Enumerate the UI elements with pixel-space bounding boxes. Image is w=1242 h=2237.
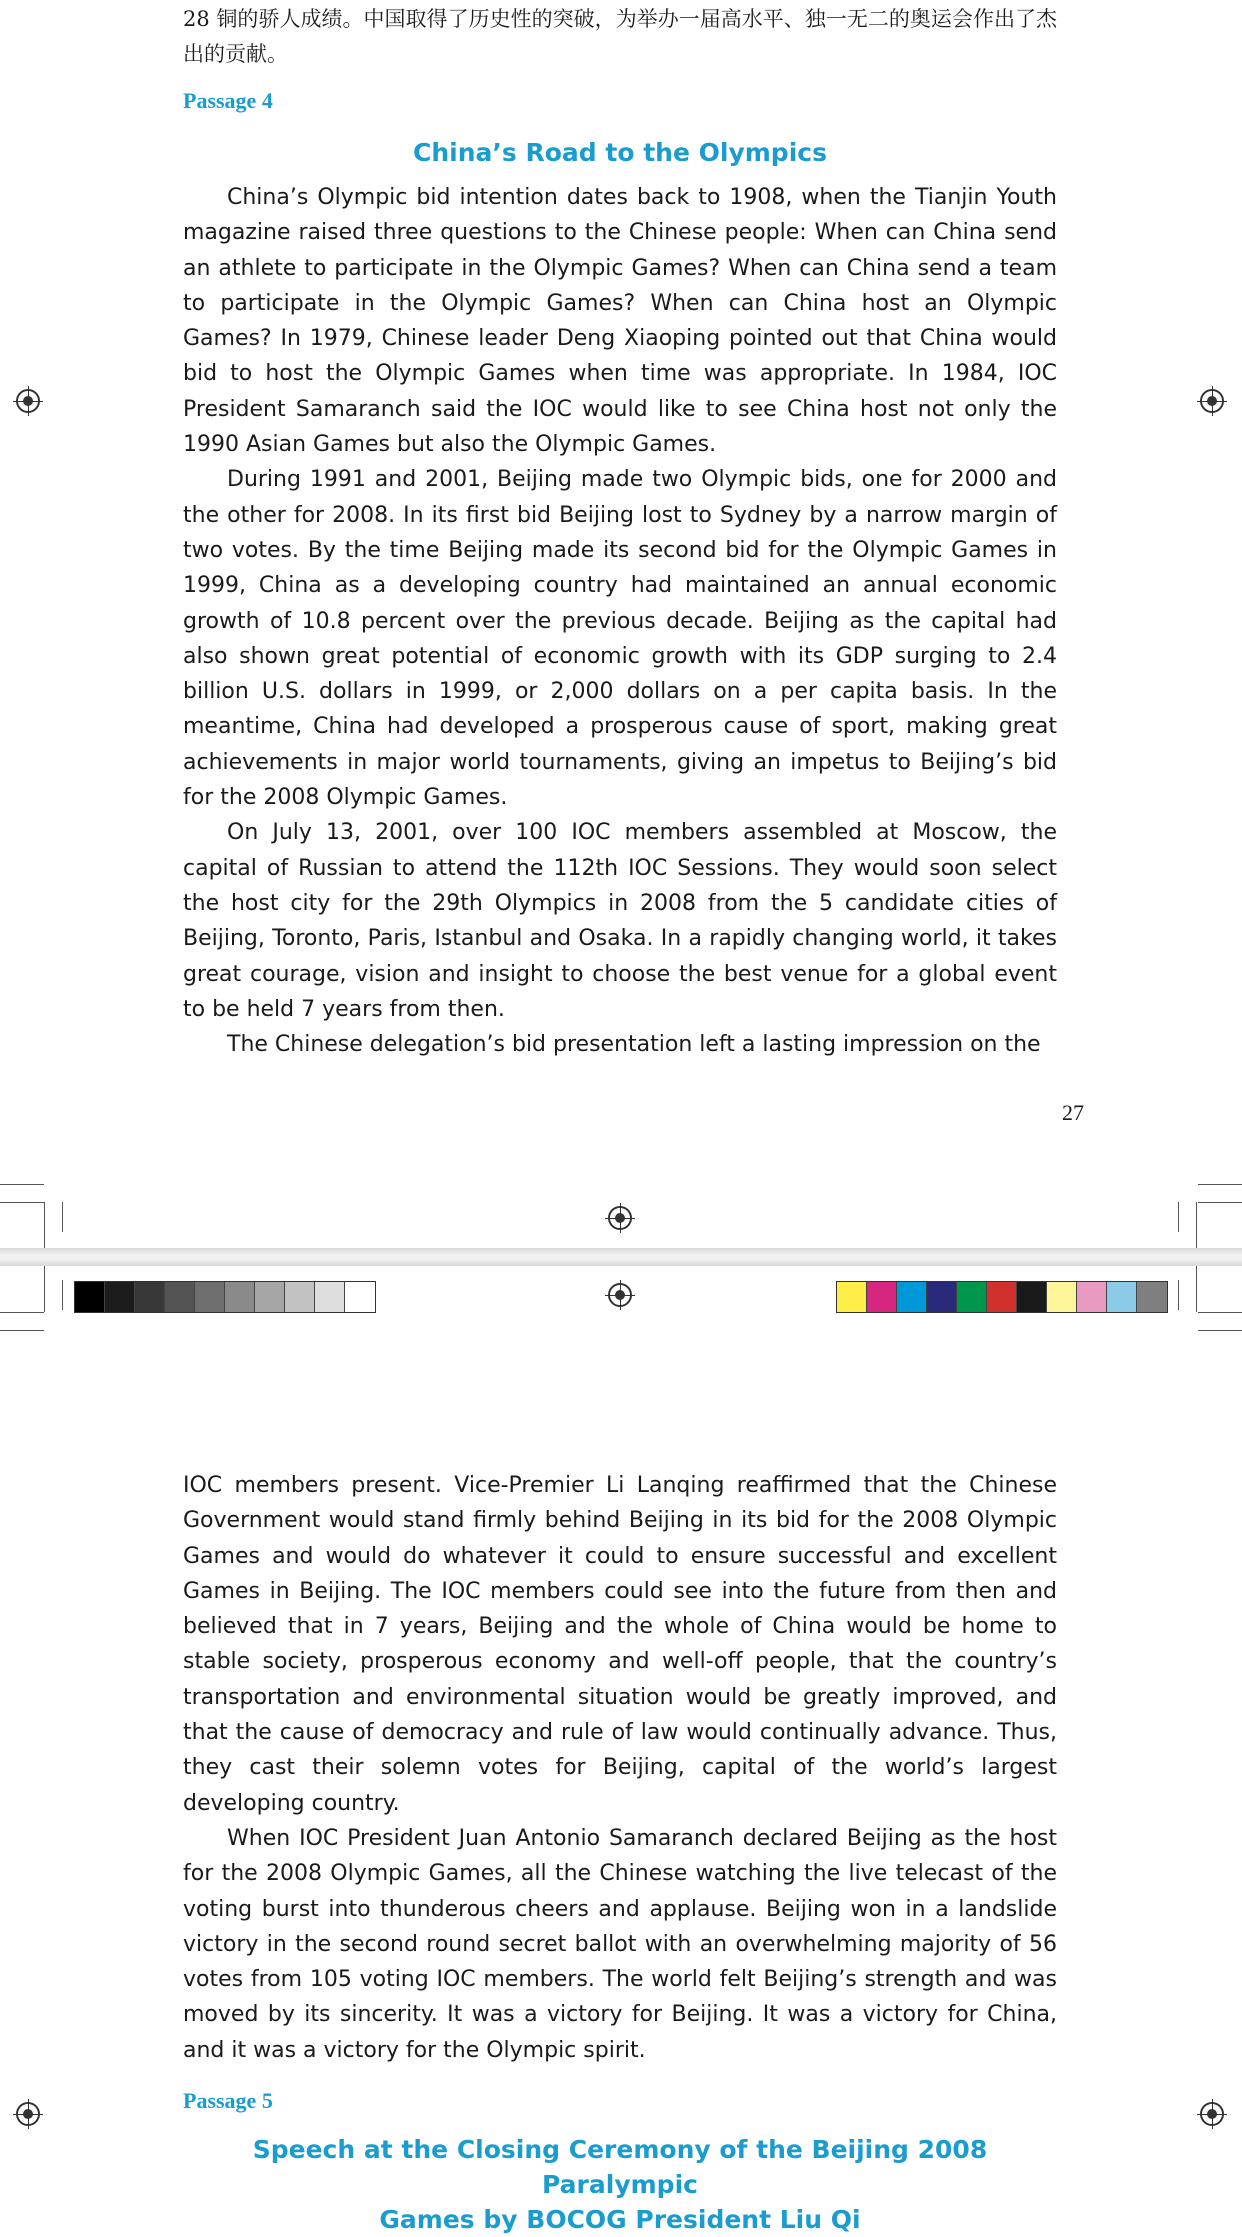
registration-mark-icon bbox=[608, 1206, 632, 1230]
crop-mark bbox=[1198, 1330, 1242, 1331]
book-page-28 bbox=[0, 1266, 1242, 2234]
crop-mark bbox=[1196, 1266, 1197, 1312]
paragraph: China’s Olympic bid intention dates back to 1908, when the Tianjin Youth magazine raised three questions to the Chinese people: When can China send an athlete to participate in the Olympic Games? When can China send a team to participate in the Olympic Games? When can China host an Olympic Games? In 1979, Chinese leader Deng Xiaoping pointed out that China would bid to host the Olympic Games when time was appropriate. In 1984, IOC President Samaranch said the IOC would like to see China host not only the 1990 Asian Games but also the Olympic Games. bbox=[183, 185, 1057, 458]
color-swatch bbox=[75, 1282, 105, 1312]
color-swatch bbox=[105, 1282, 135, 1312]
passage-5-label: Passage 5 bbox=[183, 2088, 273, 2113]
color-swatch bbox=[837, 1282, 867, 1312]
crop-mark bbox=[1198, 1202, 1242, 1203]
color-swatch bbox=[987, 1282, 1017, 1312]
color-swatch bbox=[225, 1282, 255, 1312]
crop-mark bbox=[1198, 1184, 1242, 1185]
color-swatch bbox=[135, 1282, 165, 1312]
passage-4-body bbox=[183, 180, 1057, 1062]
registration-mark-icon bbox=[16, 389, 40, 413]
registration-mark-icon bbox=[608, 1283, 632, 1307]
paragraph: When IOC President Juan Antonio Samaranch declared Beijing as the host for the 2008 Olympic Games, all the Chinese watching the live telecast of the voting burst into thunderous cheers and applause. Beijing won in a landslide victory in the second round secret ballot with an overwhelming majority of 56 votes from 105 voting IOC members. The world felt Beijing’s strength and was moved by its sincerity. It was a victory for Beijing. It was a victory for China, and it was a victory for the Olympic spirit. bbox=[183, 1825, 1057, 2063]
color-swatch bbox=[1137, 1282, 1167, 1312]
crop-mark bbox=[0, 1312, 44, 1313]
color-swatch bbox=[1047, 1282, 1077, 1312]
paragraph: During 1991 and 2001, Beijing made two Olympic bids, one for 2000 and the other for 2008. In its first bid Beijing lost to Sydney by a narrow margin of two votes. By the time Beijing made its second bid for the Olympic Games in 1999, China as a developing country had maintained an annual economic growth of 10.8 percent over the previous decade. Beijing as the capital had also shown great potential of economic growth with its GDP surging to 2.4 billion U.S. dollars in 1999, or 2,000 dollars on a per capita basis. In the meantime, China had developed a prosperous cause of sport, making great achievements in major world tournaments, giving an impetus to Beijing’s bid for the 2008 Olympic Games. bbox=[183, 467, 1057, 811]
passage-4-label: Passage 4 bbox=[183, 88, 273, 113]
crop-mark bbox=[1196, 1202, 1197, 1248]
color-swatch bbox=[165, 1282, 195, 1312]
crop-mark bbox=[0, 1330, 44, 1331]
crop-mark bbox=[1198, 1312, 1242, 1313]
crop-mark bbox=[62, 1280, 63, 1310]
page-gap bbox=[0, 1248, 1242, 1266]
registration-mark-icon bbox=[1200, 389, 1224, 413]
passage-4-title: China’s Road to the Olympics bbox=[413, 138, 827, 167]
color-swatch bbox=[1077, 1282, 1107, 1312]
color-swatch bbox=[255, 1282, 285, 1312]
paragraph: IOC members present. Vice-Premier Li Lanqing reaffirmed that the Chinese Government would stand firmly behind Beijing in its bid for the 2008 Olympic Games and would do whatever it could to ensure successful and excellent Games in Beijing. The IOC members could see into the future from then and believed that in 7 years, Beijing and the whole of China would be home to stable society, prosperous economy and well-off people, that the country’s transportation and environmental situation would be greatly improved, and that the cause of democracy and rule of law would continually advance. Thus, they cast their solemn votes for Beijing, capital of the world’s largest developing country. bbox=[183, 1473, 1057, 1816]
color-swatch bbox=[867, 1282, 897, 1312]
chinese-carryover-text: 28 铜的骄人成绩。中国取得了历史性的突破，为举办一届高水平、独一无二的奥运会作出了杰出的贡献。 bbox=[183, 7, 1057, 66]
color-swatch bbox=[957, 1282, 987, 1312]
color-swatch bbox=[927, 1282, 957, 1312]
passage-5-title-line2: Games by BOCOG President Liu Qi bbox=[379, 2205, 861, 2234]
color-swatch bbox=[897, 1282, 927, 1312]
color-swatch bbox=[315, 1282, 345, 1312]
color-calibration-bar bbox=[836, 1281, 1168, 1313]
color-swatch bbox=[345, 1282, 375, 1312]
color-swatch bbox=[285, 1282, 315, 1312]
paragraph: The Chinese delegation’s bid presentation left a lasting impression on the bbox=[227, 1032, 1041, 1058]
crop-mark bbox=[0, 1202, 44, 1203]
registration-mark-icon bbox=[16, 2102, 40, 2126]
crop-mark bbox=[44, 1266, 45, 1312]
passage-4-continued-body bbox=[183, 1468, 1057, 2068]
color-swatch bbox=[195, 1282, 225, 1312]
passage-5-title-line1: Speech at the Closing Ceremony of the Beijing 2008 Paralympic bbox=[252, 2135, 988, 2199]
color-swatch bbox=[1107, 1282, 1137, 1312]
passage-5-title bbox=[183, 2132, 1057, 2237]
color-swatch bbox=[1017, 1282, 1047, 1312]
crop-mark bbox=[1178, 1202, 1179, 1232]
page-number: 27 bbox=[1062, 1100, 1084, 1125]
paragraph: On July 13, 2001, over 100 IOC members assembled at Moscow, the capital of Russian to attend the 112th IOC Sessions. They would soon select the host city for the 29th Olympics in 2008 from the 5 candidate cities of Beijing, Toronto, Paris, Istanbul and Osaka. In a rapidly changing world, it takes great courage, vision and insight to choose the best venue for a global event to be held 7 years from then. bbox=[183, 820, 1057, 1022]
crop-mark bbox=[0, 1184, 44, 1185]
registration-mark-icon bbox=[1200, 2102, 1224, 2126]
crop-mark bbox=[1178, 1280, 1179, 1310]
crop-mark bbox=[62, 1202, 63, 1232]
crop-mark bbox=[44, 1202, 45, 1248]
grayscale-calibration-bar bbox=[74, 1281, 376, 1313]
